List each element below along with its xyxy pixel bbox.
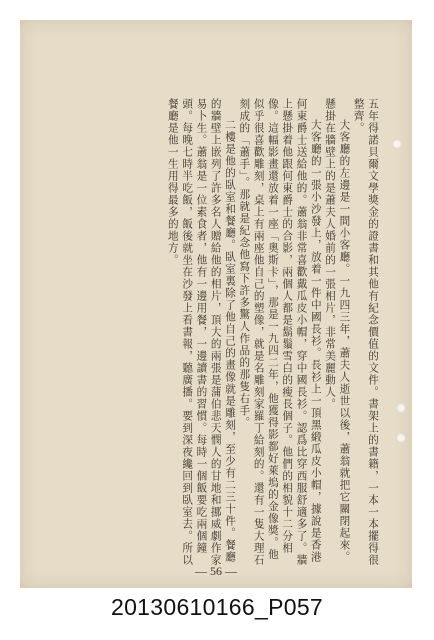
punch-hole <box>392 139 402 149</box>
page-number: — 56 — <box>195 564 237 578</box>
paragraph: 二樓是他的臥室和餐廳。臥室裏除了他自己的畫像就是雕刻，至少有二三十件。餐廳的牆壁上嵌列了許多名人贈給他的相片，頂大的兩張是蒲伯悲天憫人的甘地和挪威劇作家易卜生。蕭翁是一位素食者，他有一邊用餐，一邊讀書的習慣。每時一個飯要吃兩個鐘頭。每晚七時半吃飯，飯後就坐在沙發上看書報，聽廣播。要到深夜纔回到臥室去。所以餐廳是他一生用得最多的地方。 <box>166 98 237 566</box>
punch-hole <box>396 403 406 413</box>
vertical-text-body <box>50 98 380 568</box>
image-caption: 20130610166_P057 <box>110 594 323 620</box>
book-page <box>20 20 412 588</box>
paragraph: 大客廳的左邊是一間小客廳。一九四三年，蕭夫人逝世以後，蕭翁就把它關閉起來。懸掛在牆壁上的是蕭夫人婚前的一張相片，非常美麗動人。 <box>324 98 351 564</box>
paragraph: 大客廳的一張小沙發上，放着一件中國長衫。長衫上一頂黑緞瓜皮小帽，據說是香港何東爵士送給他的。蕭翁非常喜歡戴瓜皮小帽，穿中國長衫。認爲比穿西服舒適多了。牆上懸掛着他跟何東爵士的合影，兩個人都是鬍鬚雪白的瘦長個子。他們的相貌十二分相像。這幅影畫還放着一座「奧斯卡」，那是一九四二年，他獲得影都好萊塢的金像獎。他似乎很喜歡雕刻，桌上有兩座他自己的塑像，就是名雕刻家羅丁給刻的。還有一隻大理石刻成的「蕭手」。那就是紀念他寫下許多驚人作品的那隻右手。 <box>238 98 322 566</box>
paragraph: 五年得諾貝爾文學獎金的證書和其他有紀念價值的文件。書架上的書籍，一本一本擺得很整齊。 <box>352 98 379 566</box>
punch-hole <box>396 433 406 443</box>
